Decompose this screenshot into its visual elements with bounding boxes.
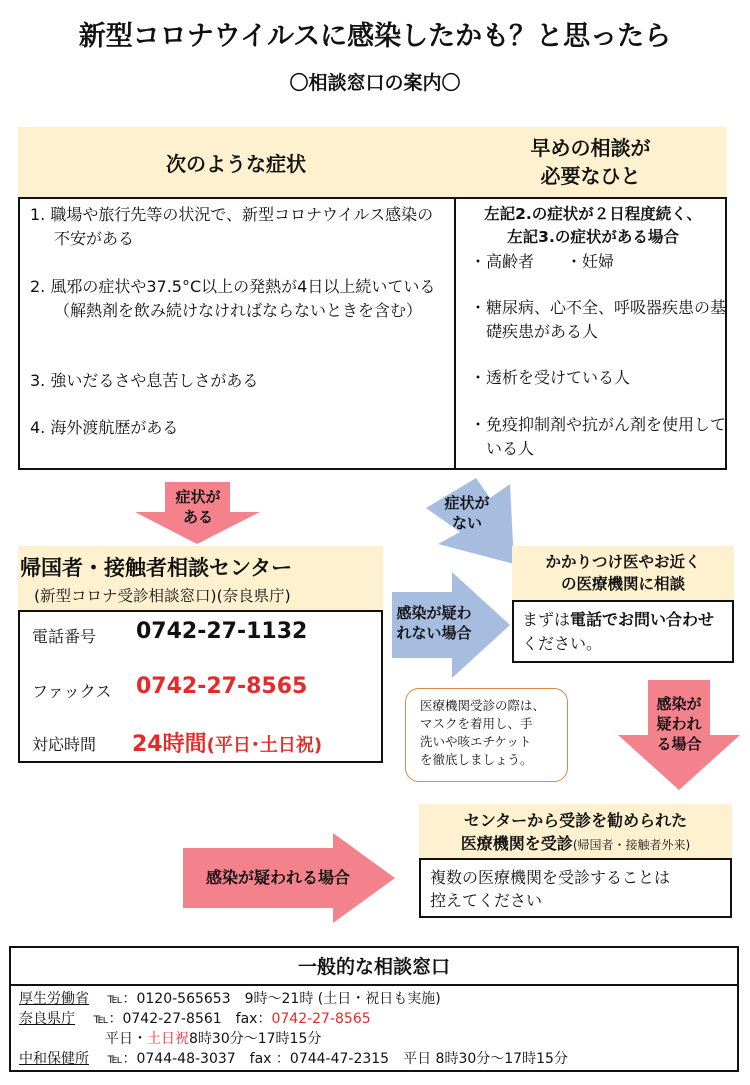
early-item-2: ・糖尿病、心不全、呼吸器疾患の基礎疾患がある人	[470, 298, 727, 341]
page-title: 新型コロナウイルスに感染したかも？と思ったら	[78, 21, 672, 52]
referred-header-line2: 医療機関を受診	[460, 834, 573, 853]
chuwa-name: 中和保健所	[19, 1051, 89, 1067]
hours-main: 24時間	[132, 732, 207, 757]
has-symptoms-label: 症状が ある	[175, 488, 221, 526]
early-item-3: ・透析を受けている人	[470, 368, 631, 387]
family-doctor-header-line2: の医療機関に相談	[560, 575, 685, 593]
early-header-line2: 必要なひと	[540, 164, 641, 188]
hours-label: 対応時間	[32, 735, 97, 754]
page-subtitle: 〇相談窓口の案内〇	[289, 72, 461, 94]
chuwa-line	[19, 1049, 568, 1069]
fax-number: 0742-27-8565	[136, 674, 308, 699]
suspected-down-label: 感染が 疑われ る場合	[656, 695, 702, 753]
chuwa-info: ℡：0744-48-3037 fax ：0744-47-2315 平日 8時30分～17時15分	[107, 1051, 568, 1067]
referred-header-line1: センターから受診を勧められた	[463, 811, 688, 830]
fax-label: ファックス	[32, 682, 112, 701]
hours-note: (平日･土日祝)	[206, 735, 323, 756]
suspected-right-label: 感染が疑われる場合	[205, 868, 350, 887]
center-name: 帰国者・接触者相談センター	[20, 556, 293, 580]
mhlw-line	[19, 989, 441, 1009]
early-header	[454, 127, 727, 199]
nara-line	[19, 1009, 371, 1029]
referred-institution-body: 複数の医療機関を受診することは 控えてください	[430, 868, 671, 910]
phone-label: 電話番号	[32, 627, 97, 646]
early-condition-line2: 左記3.の症状がある場合	[507, 228, 679, 246]
early-item-4: ・免疫抑制剤や抗がん剤を使用している人	[470, 415, 727, 458]
referred-institution-header	[419, 804, 732, 860]
symptom-item-4: 4. 海外渡航歴がある	[30, 418, 179, 437]
symptom-item-2: 2. 風邪の症状や37.5°C以上の発熱が4日以上続いている（解熱剤を飲み続けなければならないときを含む）	[30, 277, 436, 320]
symptom-item-3: 3. 強いだるさや息苦しさがある	[30, 371, 259, 390]
nara-fax: 0742-27-8565	[271, 1011, 371, 1027]
family-doctor-body: まずは電話でお問い合わせください。	[522, 610, 715, 653]
early-condition	[462, 203, 724, 249]
mask-note: 医療機関受診の際は、 マスクを着用し、手 洗いや咳エチケット を徹底しましょう。	[405, 688, 568, 782]
symptom-item-1: 1. 職場や旅行先等の状況で、新型コロナウイルス感染の不安がある	[30, 205, 434, 248]
family-doctor-header	[512, 546, 734, 602]
early-condition-line1: 左記2.の症状が２日程度続く、	[484, 205, 702, 223]
early-item-1: ・高齢者 ・妊婦	[470, 252, 615, 271]
referred-header-small: (帰国者・接触者外来)	[572, 838, 691, 852]
no-symptoms-label: 症状が ない	[444, 494, 490, 532]
not-suspected-label: 感染が疑わ れない場合	[396, 604, 472, 642]
mhlw-info: ℡：0120-565653 9時～21時 (土日・祝日も実施)	[107, 991, 441, 1007]
phone-number[interactable]: 0742-27-1132	[136, 619, 308, 644]
family-doctor-header-line1: かかりつけ医やお近く	[545, 553, 701, 571]
table-divider	[454, 197, 456, 470]
mhlw-name: 厚生労働省	[19, 991, 89, 1007]
center-subname: (新型コロナ受診相談窓口)(奈良県庁)	[34, 587, 291, 605]
nara-hours-line: 平日・土日祝8時30分～17時15分	[105, 1031, 322, 1047]
early-header-line1: 早めの相談が	[530, 136, 651, 160]
symptoms-header: 次のような症状	[18, 127, 456, 199]
nara-tel: ℡：0742-27-8561 fax：	[93, 1011, 272, 1027]
nara-name: 奈良県庁	[19, 1011, 75, 1027]
general-consultation-header: 一般的な相談窓口	[9, 946, 739, 986]
hours-value	[132, 727, 322, 758]
